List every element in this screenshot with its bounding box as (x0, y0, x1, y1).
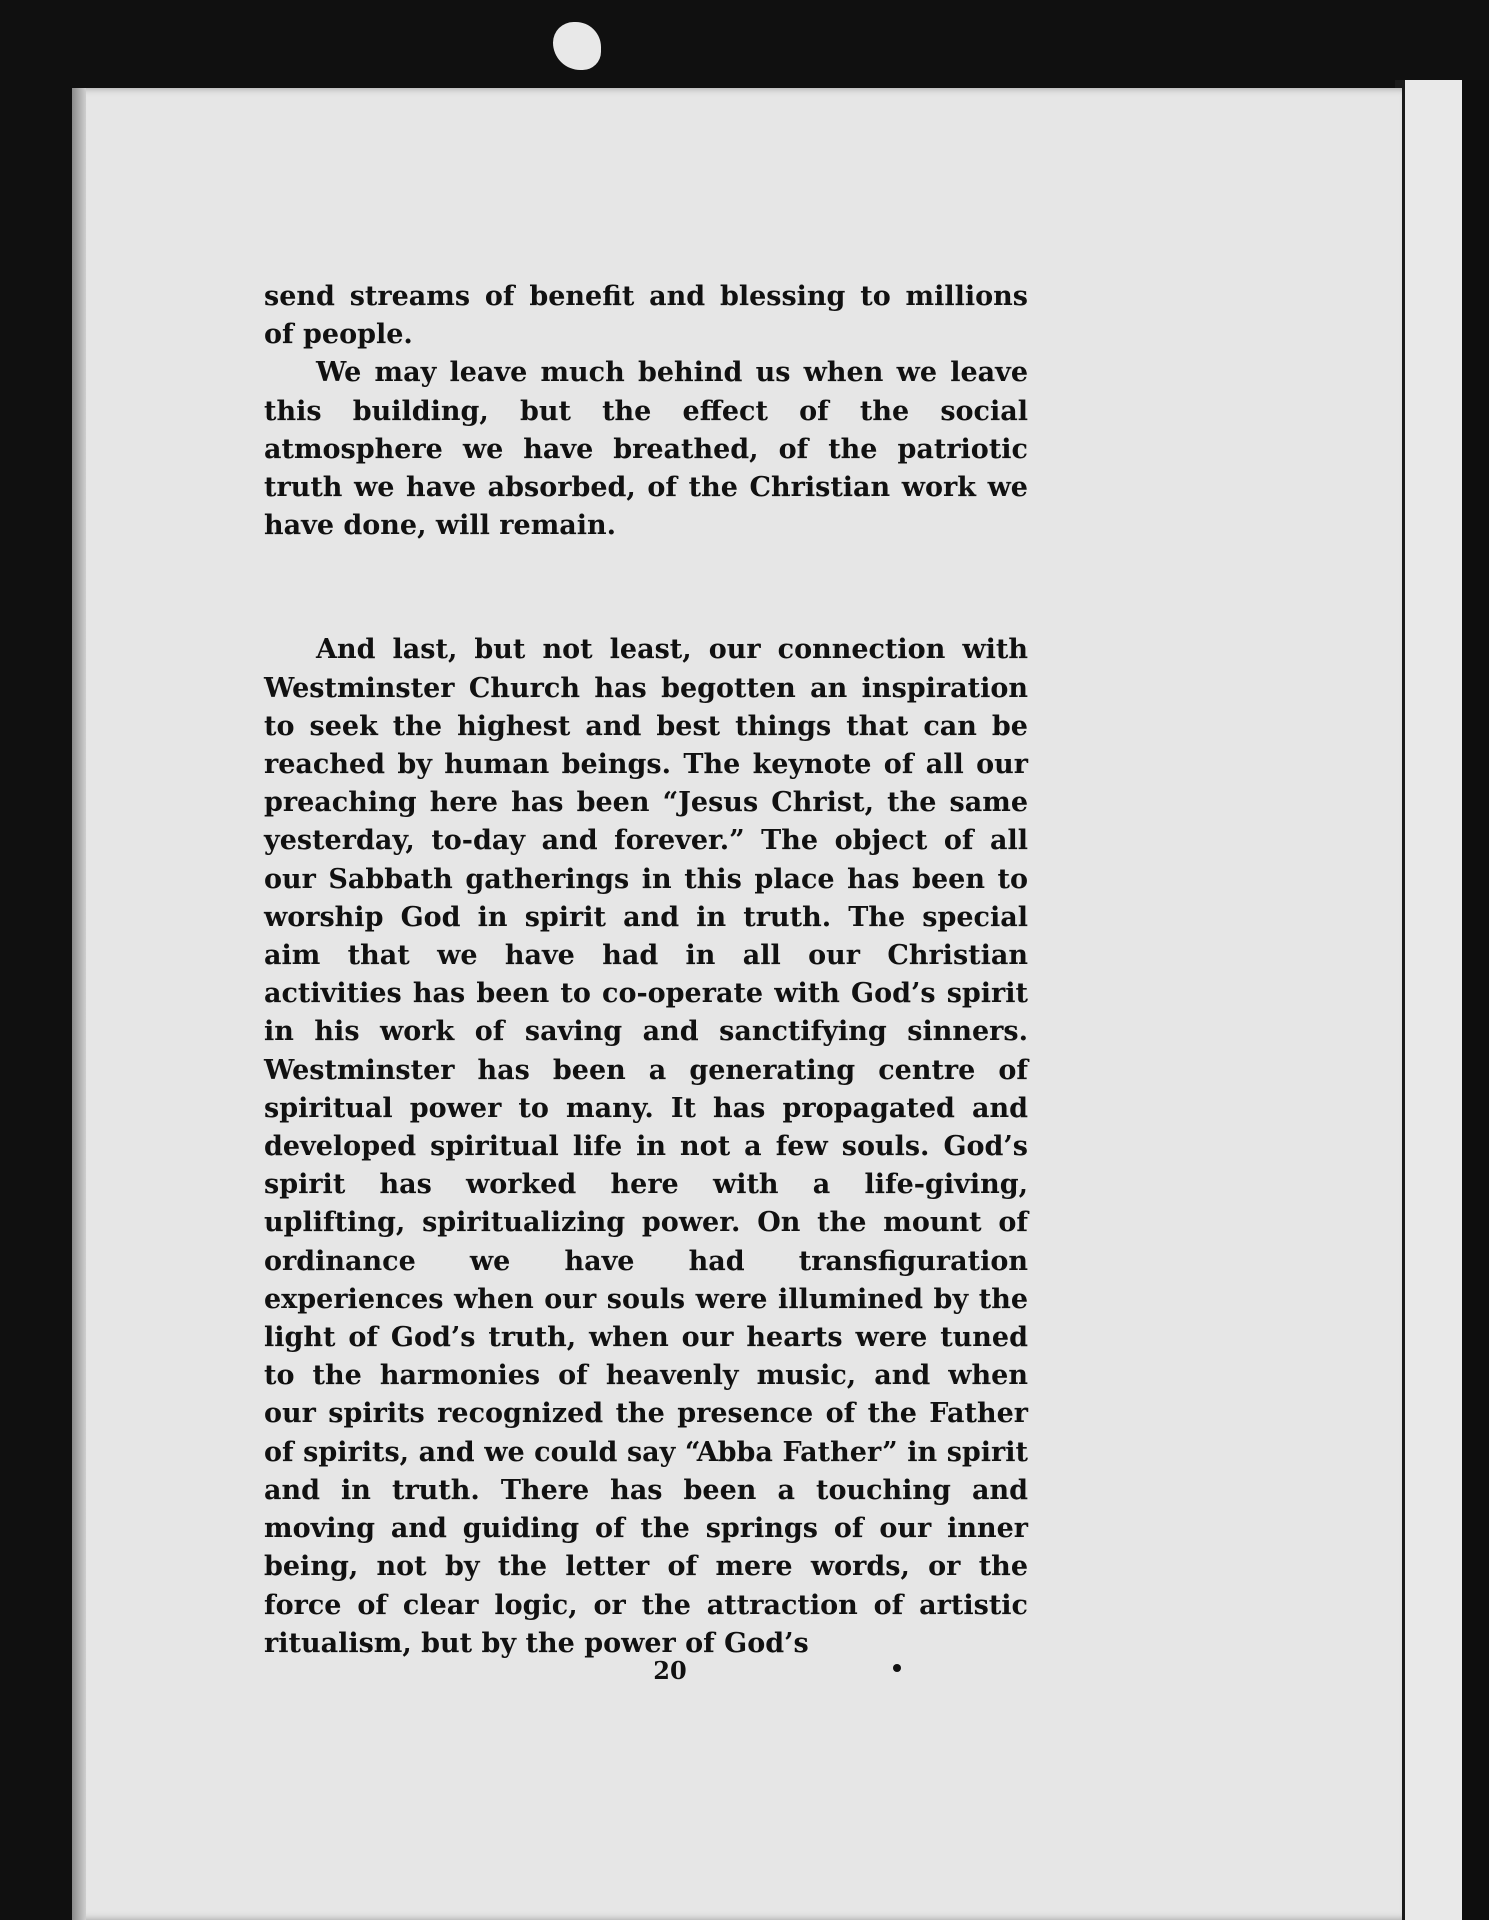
paragraph-1: send streams of benefit and blessing to millions of people. (264, 281, 1028, 351)
scan-border-right (1462, 80, 1489, 1920)
paragraph-2: We may leave much behind us when we leave this building, but the effect of the social atmosphere we have breathed, of the patriotic truth we have absorbed, of the Christian work we have done, will remain. (264, 357, 1028, 542)
ink-speck (893, 1664, 901, 1672)
page-edge-shadow (72, 88, 86, 1920)
paragraph-3: And last, but not least, our connection with Westminster Church has begotten an inspiration to seek the highest and best things that can be reached by human beings. The keynote of all our preaching here has been “Jesus Christ, the same yesterday, to-day and forever.” The object of all our Sabbath gatherings in this place has been to worship God in spirit and in truth. The special aim that we have had in all our Christian activities has been to co-operate with God’s spirit in his work of saving and sanctifying sinners. Westminster has been a generating centre of spiritual power to many. It has propagated and developed spiritual life in not a few souls. God’s spirit has worked here with a life-giving, uplifting, spiritualizing power. On the mount of ordinance we have had transfiguration experiences when our souls were illumined by the light of God’s truth, when our hearts were tuned to the harmonies of heavenly music, and when our spirits recognized the presence of the Father of spirits, and we could say “Abba Father” in spirit and in truth. There has been a touching and moving and guiding of the springs of our inner being, not by the letter of mere words, or the force of clear logic, or the attraction of artistic ritualism, but by the power of God’s (264, 634, 1028, 1659)
paragraph-gap (264, 545, 1028, 631)
page-number: 20 (653, 1656, 687, 1685)
page-text (264, 278, 1028, 1663)
